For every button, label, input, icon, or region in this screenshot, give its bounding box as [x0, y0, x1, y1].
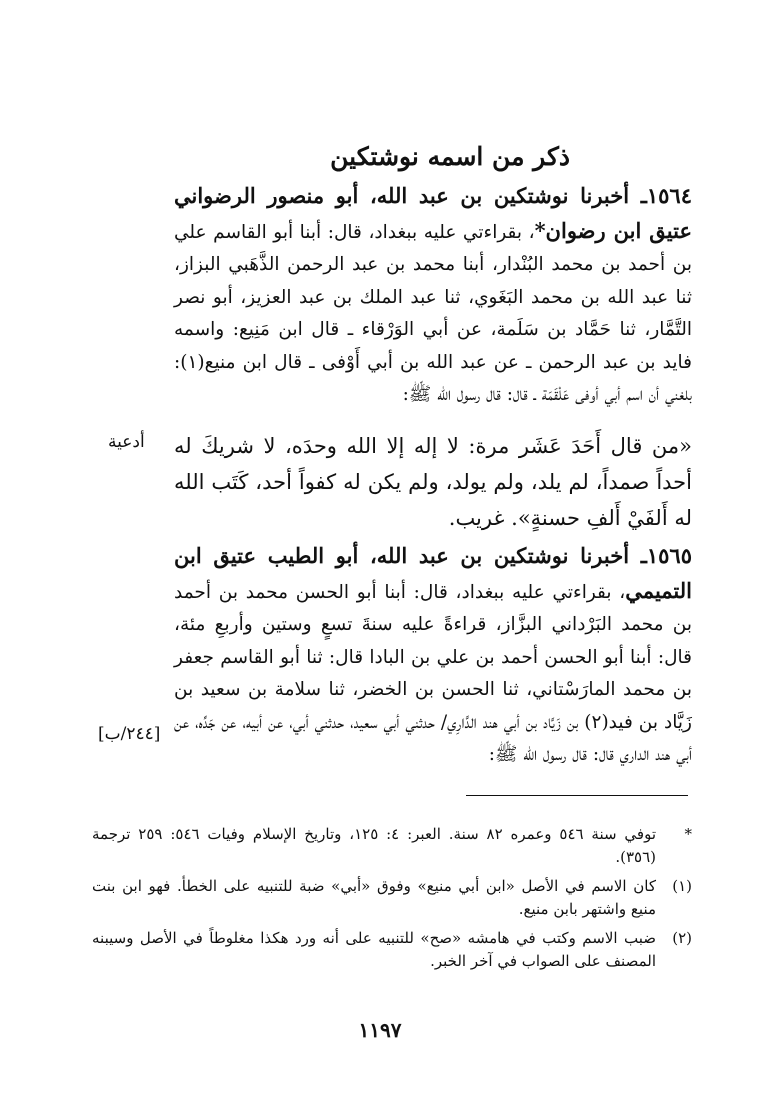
footnote-item	[92, 823, 692, 869]
footnotes	[92, 823, 692, 979]
entry-1564-text	[174, 180, 692, 412]
entry-1564	[174, 180, 692, 412]
hadith-text: «من قال أَحَدَ عَشَر مرة: لا إله إلا الله وحدَه، لا شريكَ له أحداً صمداً، لم يلد، ولم يولد، ولم يكن له كفواً أحد، كَتَب الله له أَلفَيْ أَلفِ حسنةٍ». غريب.	[174, 434, 692, 530]
margin-note-adiya: أدعية	[108, 432, 145, 452]
entry-1564-lead: ١٥٦٤ـ أخبرنا نوشتكين بن عبد الله، أبو منصور الرضواني عتيق ابن رضوان*	[174, 183, 692, 243]
page-number: ١١٩٧	[358, 1018, 402, 1042]
margin-folio-mark: [٢٤٤/ب]	[98, 724, 161, 744]
entry-1565-body: ، بقراءتي عليه ببغداد، قال: أبنا أبو الحسن محمد بن أحمد بن محمد البَرْداني البزَّاز، قراءةً عليه سنةَ تسعٍ وستين وأربعِ مئة، قال: أبنا أبو الحسن أحمد بن علي بن البادا قال: ثنا أبو القاسم جعفر بن محمد المارَسْتاني، ثنا الحسن بن الخضر، ثنا سلامة بن سعيد بن زَيَّاد بن فيد(٢) بن زَيَّاد بن أبي هند الدَّارِي/ حدثني أبي سعيد، حدثني أبي، عن أبيه، عن جَدِّه، عن أبي هند الداري قال: قال رسول الله ﷺ:	[174, 581, 692, 765]
entry-1565	[174, 540, 692, 772]
footnote-divider	[466, 795, 688, 796]
entry-1565-text	[174, 540, 692, 772]
entry-1564-body: ، بقراءتي عليه ببغداد، قال: أبنا أبو القاسم علي بن أحمد بن محمد البُنْدار، أبنا محمد بن عبد الرحمن الذَّهَبي البزاز، ثنا عبد الله بن محمد البَغَوي، ثنا عبد الملك بن عبد العزيز، أبو نصر التَّمَّار، ثنا حَمَّاد بن سَلَمة، عن أبي الوَرْقاء ـ قال ابن مَنِيع: واسمه فايد بن عبد الرحمن ـ عن عبد الله بن أبي أَوْفى ـ قال ابن منيع(١): بلغني أن اسم أبي أوفى عَلْقَمَة ـ قال: قال رسول الله ﷺ:	[174, 221, 692, 405]
entry-1565-lead: ١٥٦٥ـ أخبرنا نوشتكين بن عبد الله، أبو الطيب عتيق ابن التميمي	[174, 543, 692, 603]
footnote-mark: (١)	[672, 877, 692, 895]
footnote-mark: *	[684, 825, 692, 843]
footnote-text: كان الاسم في الأصل «ابن أبي منيع» وفوق «أبي» ضبة للتنبيه على الخطأ. فهو ابن بنت منيع واشتهر بابن منيع.	[92, 877, 656, 918]
section-heading: ذكر من اسمه نوشتكين	[330, 142, 570, 171]
footnote-item	[92, 927, 692, 973]
footnote-text: توفي سنة ٥٤٦ وعمره ٨٢ سنة. العبر: ٤: ١٢٥، وتاريخ الإسلام وفيات ٥٤٦: ٢٥٩ ترجمة (٣٥٦).	[92, 825, 657, 866]
footnote-mark: (٢)	[672, 929, 692, 947]
footnote-text: ضبب الاسم وكتب في هامشه «صح» للتنبيه على أنه ورد هكذا مغلوطاً في الأصل وسيبنه المصنف على الصواب في آخر الخبر.	[92, 929, 656, 970]
footnote-item	[92, 875, 692, 921]
